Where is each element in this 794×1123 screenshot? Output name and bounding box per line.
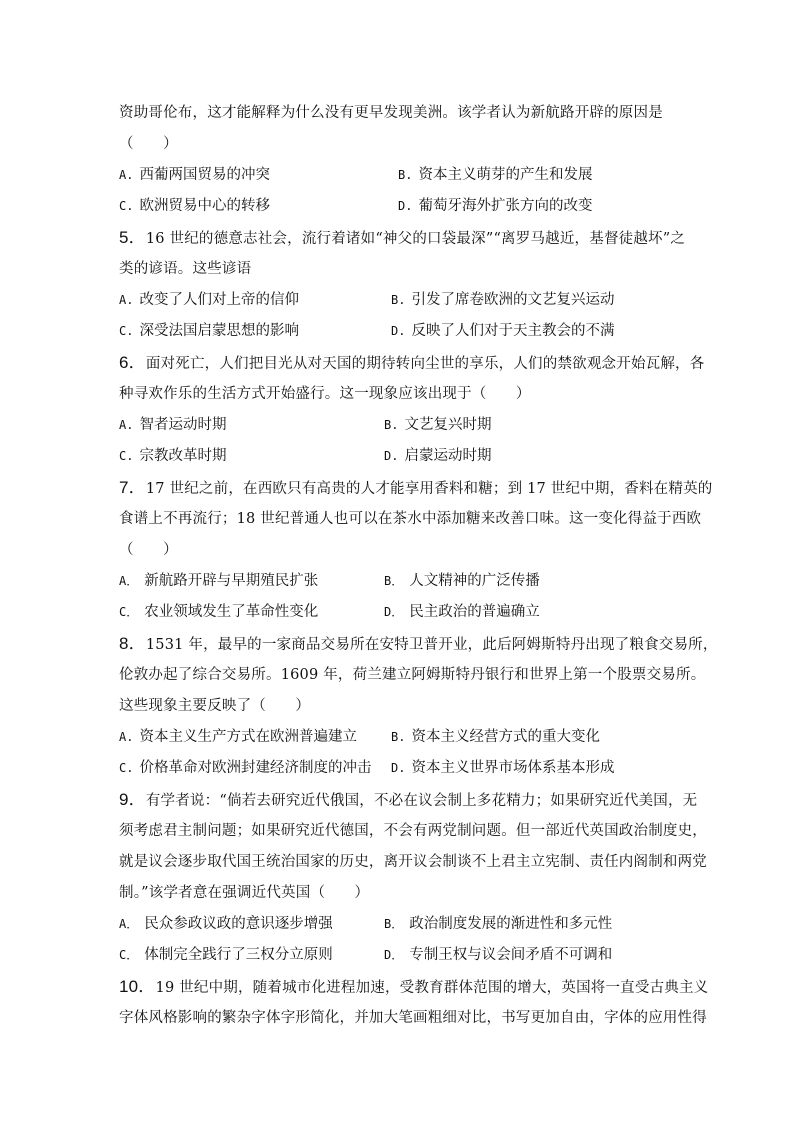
q8-number: 8． bbox=[119, 634, 146, 653]
q6-option-a[interactable] bbox=[119, 415, 226, 435]
option-text: 政治制度发展的渐进性和多元性 bbox=[409, 916, 613, 932]
option-key: C. bbox=[119, 199, 134, 213]
option-key: B. bbox=[384, 418, 399, 432]
q8-option-d[interactable] bbox=[391, 758, 614, 778]
option-key: C. bbox=[119, 324, 134, 338]
option-text: 民主政治的普遍确立 bbox=[409, 604, 540, 620]
q6-text-line-1 bbox=[119, 353, 704, 374]
q6-option-d[interactable] bbox=[384, 446, 491, 466]
q6-option-b[interactable] bbox=[384, 415, 491, 435]
q8-text-line-2: 伦敦办起了综合交易所。1609 年，荷兰建立阿姆斯特丹银行和世界上第一个股票交易所。 bbox=[119, 667, 706, 683]
q7-option-c[interactable] bbox=[119, 602, 318, 622]
option-key: D. bbox=[398, 199, 413, 213]
option-text: 欧洲贸易中心的转移 bbox=[139, 198, 270, 214]
option-text: 改变了人们对上帝的信仰 bbox=[139, 292, 299, 308]
option-key: B. bbox=[391, 293, 406, 307]
option-key: D． bbox=[384, 605, 404, 619]
option-key: C． bbox=[119, 948, 139, 962]
q8-text-line-3: 这些现象主要反映了（ ） bbox=[119, 698, 311, 714]
option-text: 文艺复兴时期 bbox=[404, 417, 492, 433]
q8-text-line-1 bbox=[119, 634, 718, 655]
q5-option-c[interactable] bbox=[119, 321, 299, 341]
q4-option-b[interactable] bbox=[398, 165, 592, 185]
option-key: D. bbox=[384, 449, 399, 463]
q6-text-line-2: 种寻欢作乐的生活方式开始盛行。这一现象应该出现于（ ） bbox=[119, 386, 531, 402]
q7-stem-1: 17 世纪之前，在西欧只有高贵的人才能享用香料和糖；到 17 世纪中期，香料在精英的 bbox=[145, 481, 713, 497]
q4-option-a[interactable] bbox=[119, 165, 270, 185]
option-text: 宗教改革时期 bbox=[139, 448, 227, 464]
option-text: 西葡两国贸易的冲突 bbox=[139, 167, 270, 183]
q9-option-b[interactable] bbox=[384, 914, 612, 934]
option-text: 专制王权与议会间矛盾不可调和 bbox=[409, 947, 613, 963]
option-text: 资本主义世界市场体系基本形成 bbox=[411, 760, 615, 776]
q7-text-line-3: （ ） bbox=[119, 542, 178, 558]
option-text: 人文精神的广泛传播 bbox=[409, 573, 540, 589]
option-text: 资本主义生产方式在欧洲普遍建立 bbox=[139, 729, 357, 745]
option-text: 智者运动时期 bbox=[139, 417, 227, 433]
option-text: 价格革命对欧洲封建经济制度的冲击 bbox=[139, 760, 372, 776]
option-key: B. bbox=[391, 730, 406, 744]
q5-number: 5． bbox=[119, 228, 146, 247]
q6-option-c[interactable] bbox=[119, 446, 226, 466]
q8-stem-1: 1531 年，最早的一家商品交易所在安特卫普开业，此后阿姆斯特丹出现了粮食交易所， bbox=[145, 637, 718, 653]
q8-option-b[interactable] bbox=[391, 727, 600, 747]
option-key: D. bbox=[391, 324, 406, 338]
q7-number: 7． bbox=[119, 478, 146, 497]
q10-number: 10． bbox=[119, 977, 156, 996]
q7-text-line-1 bbox=[119, 478, 713, 499]
option-key: A. bbox=[119, 418, 134, 432]
q9-number: 9． bbox=[119, 790, 146, 809]
option-text: 民众参政议政的意识逐步增强 bbox=[144, 916, 333, 932]
option-key: C. bbox=[119, 761, 134, 775]
q10-stem-1: 19 世纪中期，随着城市化进程加速，受教育群体范围的增大，英国将一直受古典主义 bbox=[155, 980, 709, 996]
option-text: 资本主义经营方式的重大变化 bbox=[411, 729, 600, 745]
q5-option-a[interactable] bbox=[119, 290, 299, 310]
option-key: A. bbox=[119, 730, 134, 744]
q4-option-d[interactable] bbox=[398, 196, 592, 216]
q8-option-a[interactable] bbox=[119, 727, 357, 747]
option-key: D. bbox=[391, 761, 406, 775]
option-key: D． bbox=[384, 948, 404, 962]
option-key: B． bbox=[384, 917, 404, 931]
q4-option-c[interactable] bbox=[119, 196, 270, 216]
q9-text-line-3: 就是议会逐步取代国王统治国家的历史，离开议会制谈不上君主立宪制、责任内阁制和两党 bbox=[119, 854, 707, 870]
q6-stem-1: 面对死亡，人们把目光从对天国的期待转向尘世的享乐，人们的禁欲观念开始瓦解，各 bbox=[145, 356, 705, 372]
q9-stem-1: 有学者说：“倘若去研究近代俄国，不必在议会制上多花精力；如果研究近代美国，无 bbox=[145, 793, 698, 809]
q9-text-line-1 bbox=[119, 790, 697, 811]
q7-option-d[interactable] bbox=[384, 602, 540, 622]
q7-option-a[interactable] bbox=[119, 571, 318, 591]
option-key: A． bbox=[119, 917, 139, 931]
q9-option-d[interactable] bbox=[384, 945, 612, 965]
q4-text-line-2: （ ） bbox=[119, 136, 178, 152]
option-key: A. bbox=[119, 168, 134, 182]
q5-stem-1: 16 世纪的德意志社会，流行着诸如“神父的口袋最深”“离罗马越近，基督徒越坏”之 bbox=[145, 231, 686, 247]
option-text: 深受法国启蒙思想的影响 bbox=[139, 323, 299, 339]
option-text: 引发了席卷欧洲的文艺复兴运动 bbox=[411, 292, 615, 308]
option-key: A. bbox=[119, 293, 134, 307]
q5-text-line-1 bbox=[119, 228, 685, 249]
q5-option-d[interactable] bbox=[391, 321, 614, 341]
q9-option-a[interactable] bbox=[119, 914, 333, 934]
option-text: 资本主义萌芽的产生和发展 bbox=[418, 167, 593, 183]
option-key: C． bbox=[119, 605, 139, 619]
q6-number: 6． bbox=[119, 353, 146, 372]
q7-text-line-2: 食谱上不再流行；18 世纪普通人也可以在茶水中添加糖来改善口味。这一变化得益于西欧 bbox=[119, 511, 702, 527]
q5-option-b[interactable] bbox=[391, 290, 614, 310]
option-text: 反映了人们对于天主教会的不满 bbox=[411, 323, 615, 339]
q7-option-b[interactable] bbox=[384, 571, 540, 591]
option-text: 葡萄牙海外扩张方向的改变 bbox=[418, 198, 593, 214]
q5-text-line-2: 类的谚语。这些谚语 bbox=[119, 261, 252, 277]
q10-text-line-1 bbox=[119, 977, 708, 998]
option-key: B． bbox=[384, 574, 404, 588]
option-key: B. bbox=[398, 168, 413, 182]
q10-text-line-2: 字体风格影响的繁杂字体字形简化，并加大笔画粗细对比，书写更加自由，字体的应用性得 bbox=[119, 1010, 707, 1026]
q8-option-c[interactable] bbox=[119, 758, 371, 778]
option-text: 农业领域发生了革命性变化 bbox=[144, 604, 319, 620]
q9-text-line-4: 制。”该学者意在强调近代英国（ ） bbox=[119, 885, 370, 901]
q9-text-line-2: 须考虑君主制问题；如果研究近代德国，不会有两党制问题。但一部近代英国政治制度史， bbox=[119, 823, 707, 839]
option-text: 体制完全践行了三权分立原则 bbox=[144, 947, 333, 963]
option-key: C. bbox=[119, 449, 134, 463]
option-text: 启蒙运动时期 bbox=[404, 448, 492, 464]
option-key: A． bbox=[119, 574, 139, 588]
q4-text-line-1: 资助哥伦布，这才能解释为什么没有更早发现美洲。该学者认为新航路开辟的原因是 bbox=[119, 105, 663, 121]
q9-option-c[interactable] bbox=[119, 945, 333, 965]
option-text: 新航路开辟与早期殖民扩张 bbox=[144, 573, 319, 589]
